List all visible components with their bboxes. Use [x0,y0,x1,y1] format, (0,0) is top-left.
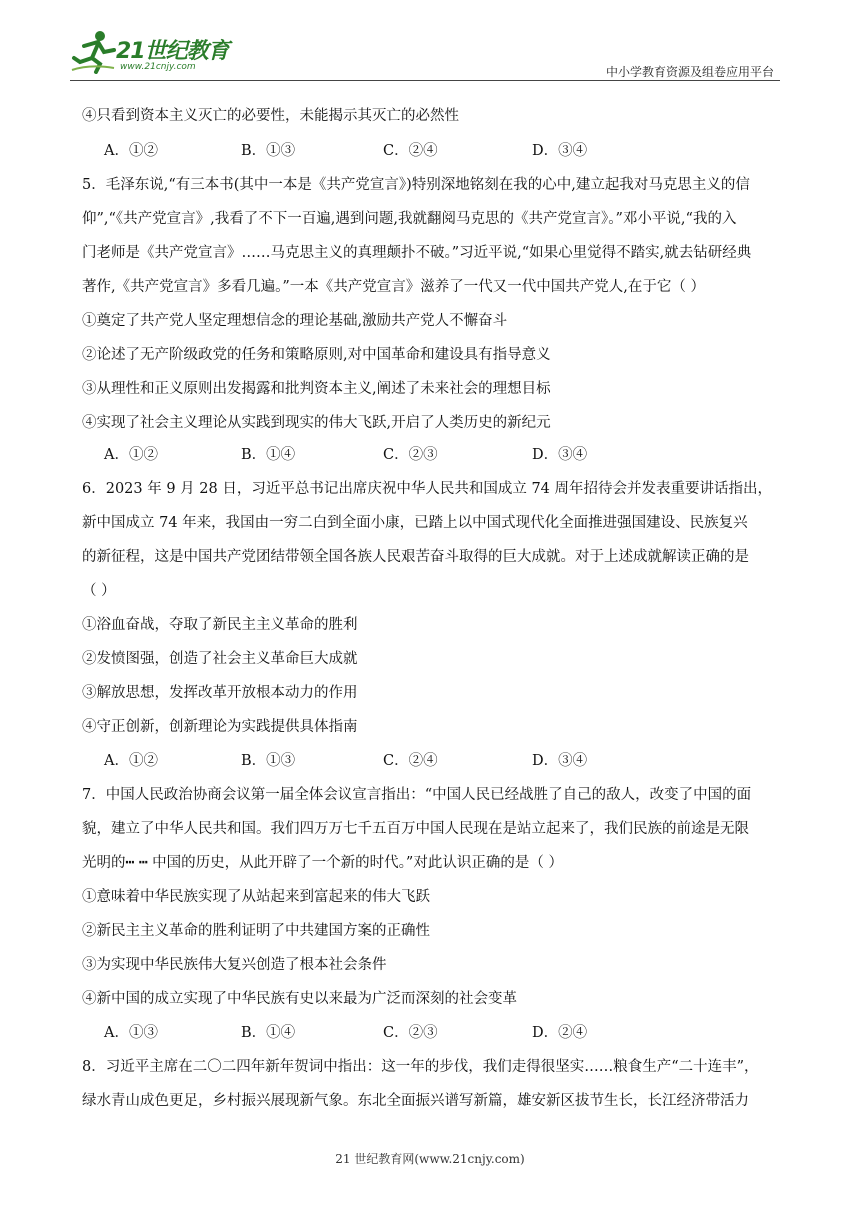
statement-line: ①浴血奋战，夺取了新民主主义革命的胜利 [82,617,358,633]
option-b[interactable]: B．①③ [241,143,296,159]
statement-line: ①意味着中华民族实现了从站起来到富起来的伟大飞跃 [82,889,430,905]
runner-logo-icon [70,30,118,74]
statement-line: ②发愤图强，创造了社会主义革命巨大成就 [82,651,358,667]
text-line: 著作,《共产党宣言》多看几遍。”一本《共产党宣言》滋养了一代又一代中国共产党人,在于它（ ） [82,279,705,295]
text-line: 新中国成立 74 年来，我国由一穷二白到全面小康，已踏上以中国式现代化全面推进强国建设、民族复兴 [82,515,748,531]
answer-options [104,1023,704,1043]
option-c[interactable]: C．②④ [383,753,438,769]
option-d[interactable]: D．③④ [532,753,588,769]
statement-line: ③从理性和正义原则出发揭露和批判资本主义,阐述了未来社会的理想目标 [82,381,551,397]
statement-line: ③为实现中华民族伟大复兴创造了根本社会条件 [82,957,387,973]
option-d[interactable]: D．③④ [532,447,588,463]
answer-options [104,141,704,161]
text-line: 光明的┅ ┅ 中国的历史，从此开辟了一个新的时代。”对此认识正确的是（ ） [82,855,563,871]
option-b[interactable]: B．①④ [241,1025,296,1041]
option-a[interactable]: A．①② [104,753,158,769]
question-8-stem: 8．习近平主席在二〇二四年新年贺词中指出：这一年的步伐，我们走得很坚实……粮食生产“二十连丰”， [82,1059,759,1075]
option-a[interactable]: A．①② [104,143,158,159]
option-b[interactable]: B．①③ [241,753,296,769]
option-b[interactable]: B．①④ [241,447,296,463]
statement-line: ④新中国的成立实现了中华民族有史以来最为广泛而深刻的社会变革 [82,991,517,1007]
text-line: 貌，建立了中华人民共和国。我们四万万七千五百万中国人民现在是站立起来了，我们民族的前途是无限 [82,821,749,837]
option-c[interactable]: C．②③ [383,447,438,463]
text-line: （ ） [82,583,116,599]
answer-options [104,751,704,771]
option-a[interactable]: A．①② [104,447,158,463]
site-logo[interactable] [70,30,240,78]
logo-url: www.21cnjy.com [120,62,196,72]
option-c[interactable]: C．②④ [383,143,438,159]
statement-line: ②新民主主义革命的胜利证明了中共建国方案的正确性 [82,923,430,939]
statement-line: ①奠定了共产党人坚定理想信念的理论基础,激励共产党人不懈奋斗 [82,313,508,329]
answer-options [104,445,704,465]
question-5-stem: 5．毛泽东说,“有三本书(其中一本是《共产党宣言》)特别深地铭刻在我的心中,建立起我对马克思主义的信 [82,177,750,193]
logo-title: 21世纪教育 [116,39,229,64]
statement-line: ④实现了社会主义理论从实践到现实的伟大飞跃,开启了人类历史的新纪元 [82,415,551,431]
text-line: 的新征程，这是中国共产党团结带领全国各族人民艰苦奋斗取得的巨大成就。对于上述成就解读正确的是 [82,549,749,565]
question-7-stem: 7．中国人民政治协商会议第一届全体会议宣言指出：“中国人民已经战胜了自己的敌人，改变了中国的面 [82,787,752,803]
text-line: ④只看到资本主义灭亡的必要性，未能揭示其灭亡的必然性 [82,108,459,124]
text-line: 仰”,“《共产党宣言》,我看了不下一百遍,遇到问题,我就翻阅马克思的《共产党宣言》。”邓小平说,“我的入 [82,211,737,227]
option-d[interactable]: D．②④ [532,1025,588,1041]
platform-caption: 中小学教育资源及组卷应用平台 [605,65,774,79]
option-c[interactable]: C．②③ [383,1025,438,1041]
question-6-stem: 6．2023 年 9 月 28 日，习近平总书记出席庆祝中华人民共和国成立 74 周年招待会并发表重要讲话指出， [82,481,773,497]
page-header [0,0,860,84]
statement-line: ③解放思想，发挥改革开放根本动力的作用 [82,685,358,701]
page-footer: 21 世纪教育网(www.21cnjy.com) [335,1152,525,1166]
statement-line: ②论述了无产阶级政党的任务和策略原则,对中国革命和建设具有指导意义 [82,347,551,363]
option-a[interactable]: A．①③ [104,1025,158,1041]
option-d[interactable]: D．③④ [532,143,588,159]
text-line: 门老师是《共产党宣言》……马克思主义的真理颠扑不破。”习近平说,“如果心里觉得不踏实,就去钻研经典 [82,245,752,261]
header-divider [70,80,780,81]
statement-line: ④守正创新，创新理论为实践提供具体指南 [82,719,358,735]
text-line: 绿水青山成色更足，乡村振兴展现新气象。东北全面振兴谱写新篇，雄安新区拔节生长，长江经济带活力 [82,1093,749,1109]
